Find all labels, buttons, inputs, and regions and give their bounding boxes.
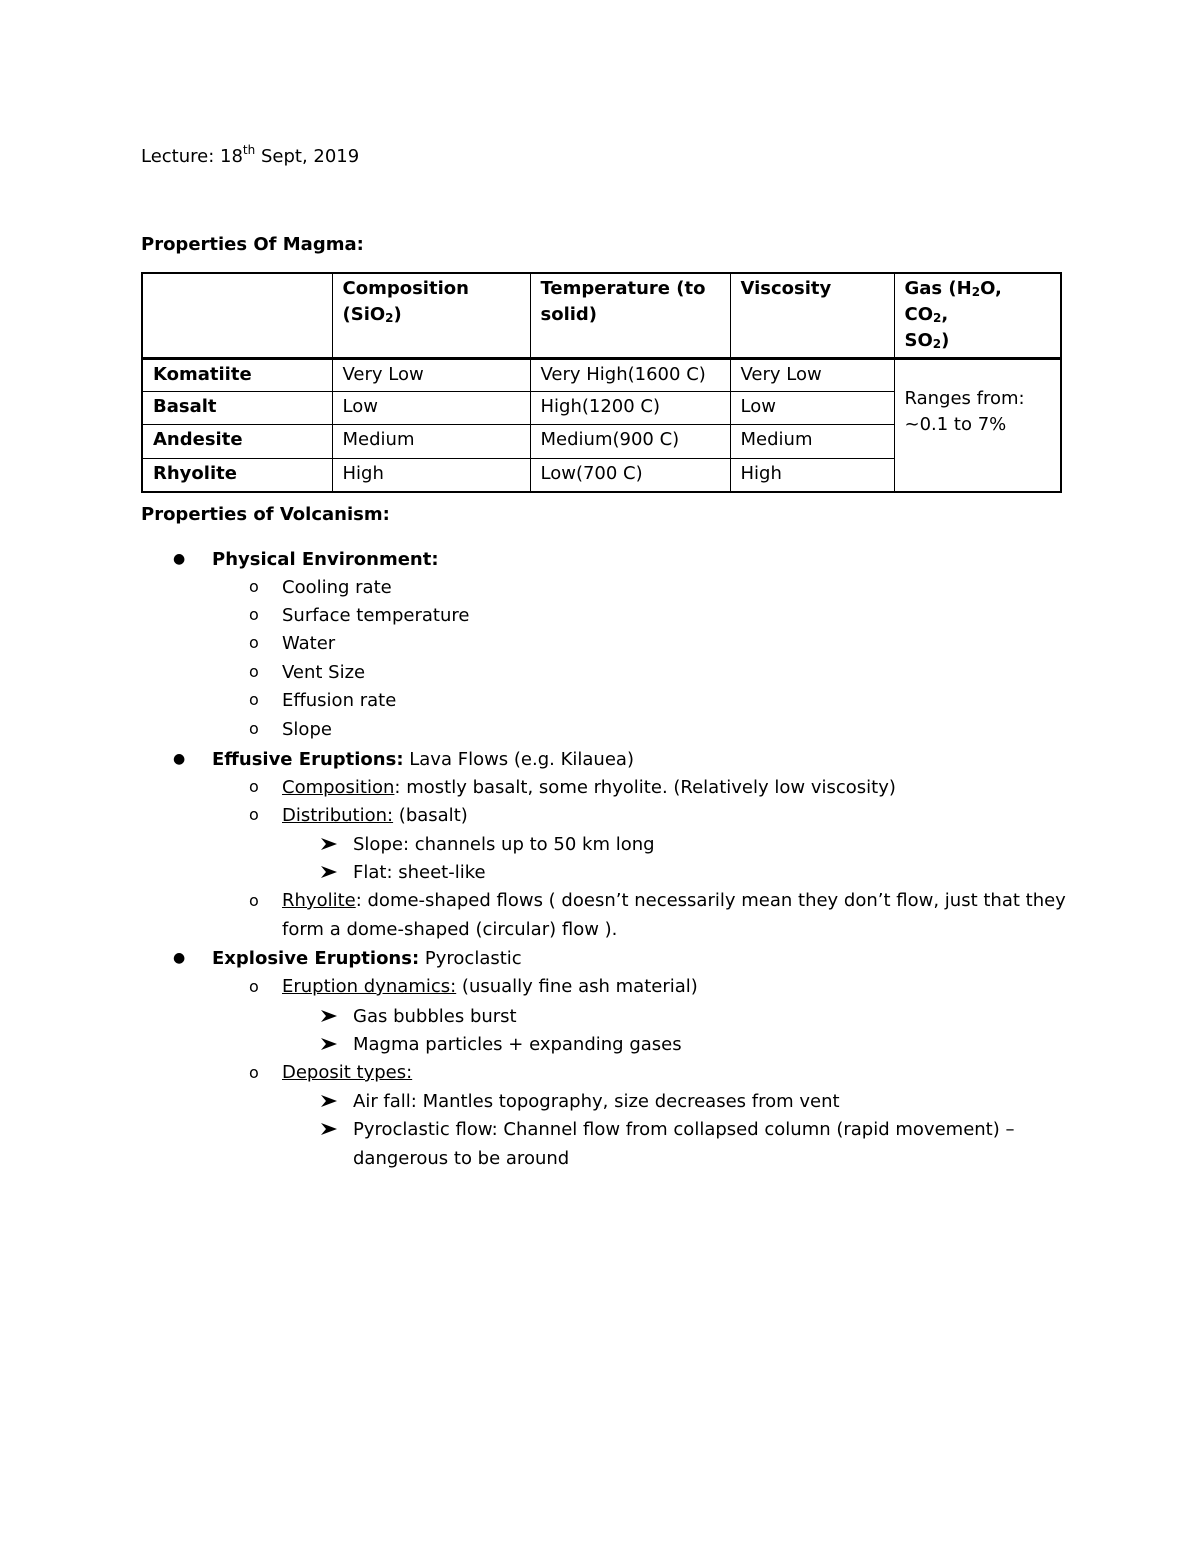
bullet-icon: ● <box>173 950 186 966</box>
arrow-bullet-icon <box>320 865 338 879</box>
cell-viscosity: Very Low <box>730 359 894 392</box>
header-gas: Gas ($H_2O$, $CO_2$, $SO_2$) <box>894 273 1061 359</box>
circle-bullet-icon: o <box>249 891 259 910</box>
rhyolite-item: Rhyolite: dome-shaped flows ( doesn’t necessarily mean they don’t flow, just that they <box>282 890 1066 911</box>
arrow-bullet-icon <box>320 1037 338 1051</box>
circle-bullet-icon: o <box>249 777 259 796</box>
bullet-icon: ● <box>173 551 186 567</box>
arrow-bullet-icon <box>320 1122 338 1136</box>
list-item: Pyroclastic flow: Channel flow from collapsed column (rapid movement) – <box>353 1119 1015 1140</box>
header-temperature: Temperature (to solid) <box>530 273 730 359</box>
circle-bullet-icon: o <box>249 577 259 596</box>
row-name: Komatiite <box>142 359 332 392</box>
row-name: Rhyolite <box>142 459 332 493</box>
circle-bullet-icon: o <box>249 719 259 738</box>
circle-bullet-icon: o <box>249 605 259 624</box>
table-header-row <box>142 273 1061 359</box>
list-item: Slope <box>282 719 332 740</box>
cell-temperature: Low(700 C) <box>530 459 730 493</box>
cell-composition: Very Low <box>332 359 530 392</box>
list-item: Cooling rate <box>282 577 392 598</box>
list-item: Effusion rate <box>282 690 397 711</box>
circle-bullet-icon: o <box>249 1063 259 1082</box>
cell-composition: High <box>332 459 530 493</box>
circle-bullet-icon: o <box>249 977 259 996</box>
list-item: Magma particles + expanding gases <box>353 1034 682 1055</box>
header-blank <box>142 273 332 359</box>
deposit-types-item: Deposit types: <box>282 1062 413 1083</box>
header-viscosity: Viscosity <box>730 273 894 359</box>
effusive-eruptions-item: Effusive Eruptions: Lava Flows (e.g. Kilauea) <box>212 749 634 770</box>
list-item: Vent Size <box>282 662 366 683</box>
cell-temperature: High(1200 C) <box>530 392 730 425</box>
cell-temperature: Medium(900 C) <box>530 425 730 459</box>
arrow-bullet-icon <box>320 837 338 851</box>
circle-bullet-icon: o <box>249 633 259 652</box>
list-item: Surface temperature <box>282 605 470 626</box>
list-item: Air fall: Mantles topography, size decreases from vent <box>353 1091 840 1112</box>
rhyolite-item-continued: form a dome-shaped (circular) flow ). <box>282 919 618 940</box>
cell-viscosity: Low <box>730 392 894 425</box>
circle-bullet-icon: o <box>249 690 259 709</box>
cell-temperature: Very High(1600 C) <box>530 359 730 392</box>
row-name: Basalt <box>142 392 332 425</box>
list-item-continued: dangerous to be around <box>353 1148 570 1169</box>
arrow-bullet-icon <box>320 1009 338 1023</box>
cell-gas-range: Ranges from: ~0.1 to 7% <box>894 359 1061 493</box>
bullet-icon: ● <box>173 751 186 767</box>
circle-bullet-icon: o <box>249 662 259 681</box>
list-item: Slope: channels up to 50 km long <box>353 834 655 855</box>
lecture-date: Lecture: 18th Sept, 2019 <box>141 143 360 167</box>
list-item: Flat: sheet-like <box>353 862 486 883</box>
magma-heading: Properties Of Magma: <box>141 234 364 255</box>
circle-bullet-icon: o <box>249 805 259 824</box>
explosive-eruptions-item: Explosive Eruptions: Pyroclastic <box>212 948 522 969</box>
physical-environment-label: Physical Environment: <box>212 549 439 570</box>
distribution-item: Distribution: (basalt) <box>282 805 468 826</box>
cell-composition: Medium <box>332 425 530 459</box>
table-row <box>142 359 1061 392</box>
cell-viscosity: High <box>730 459 894 493</box>
magma-properties-table <box>141 272 1062 493</box>
cell-viscosity: Medium <box>730 425 894 459</box>
list-item: Water <box>282 633 336 654</box>
arrow-bullet-icon <box>320 1094 338 1108</box>
row-name: Andesite <box>142 425 332 459</box>
volcanism-heading: Properties of Volcanism: <box>141 504 390 525</box>
header-composition: Composition (SiO$_2$) <box>332 273 530 359</box>
cell-composition: Low <box>332 392 530 425</box>
list-item: Gas bubbles burst <box>353 1006 517 1027</box>
eruption-dynamics-item: Eruption dynamics: (usually fine ash material) <box>282 976 698 997</box>
composition-item: Composition: mostly basalt, some rhyolite. (Relatively low viscosity) <box>282 777 896 798</box>
